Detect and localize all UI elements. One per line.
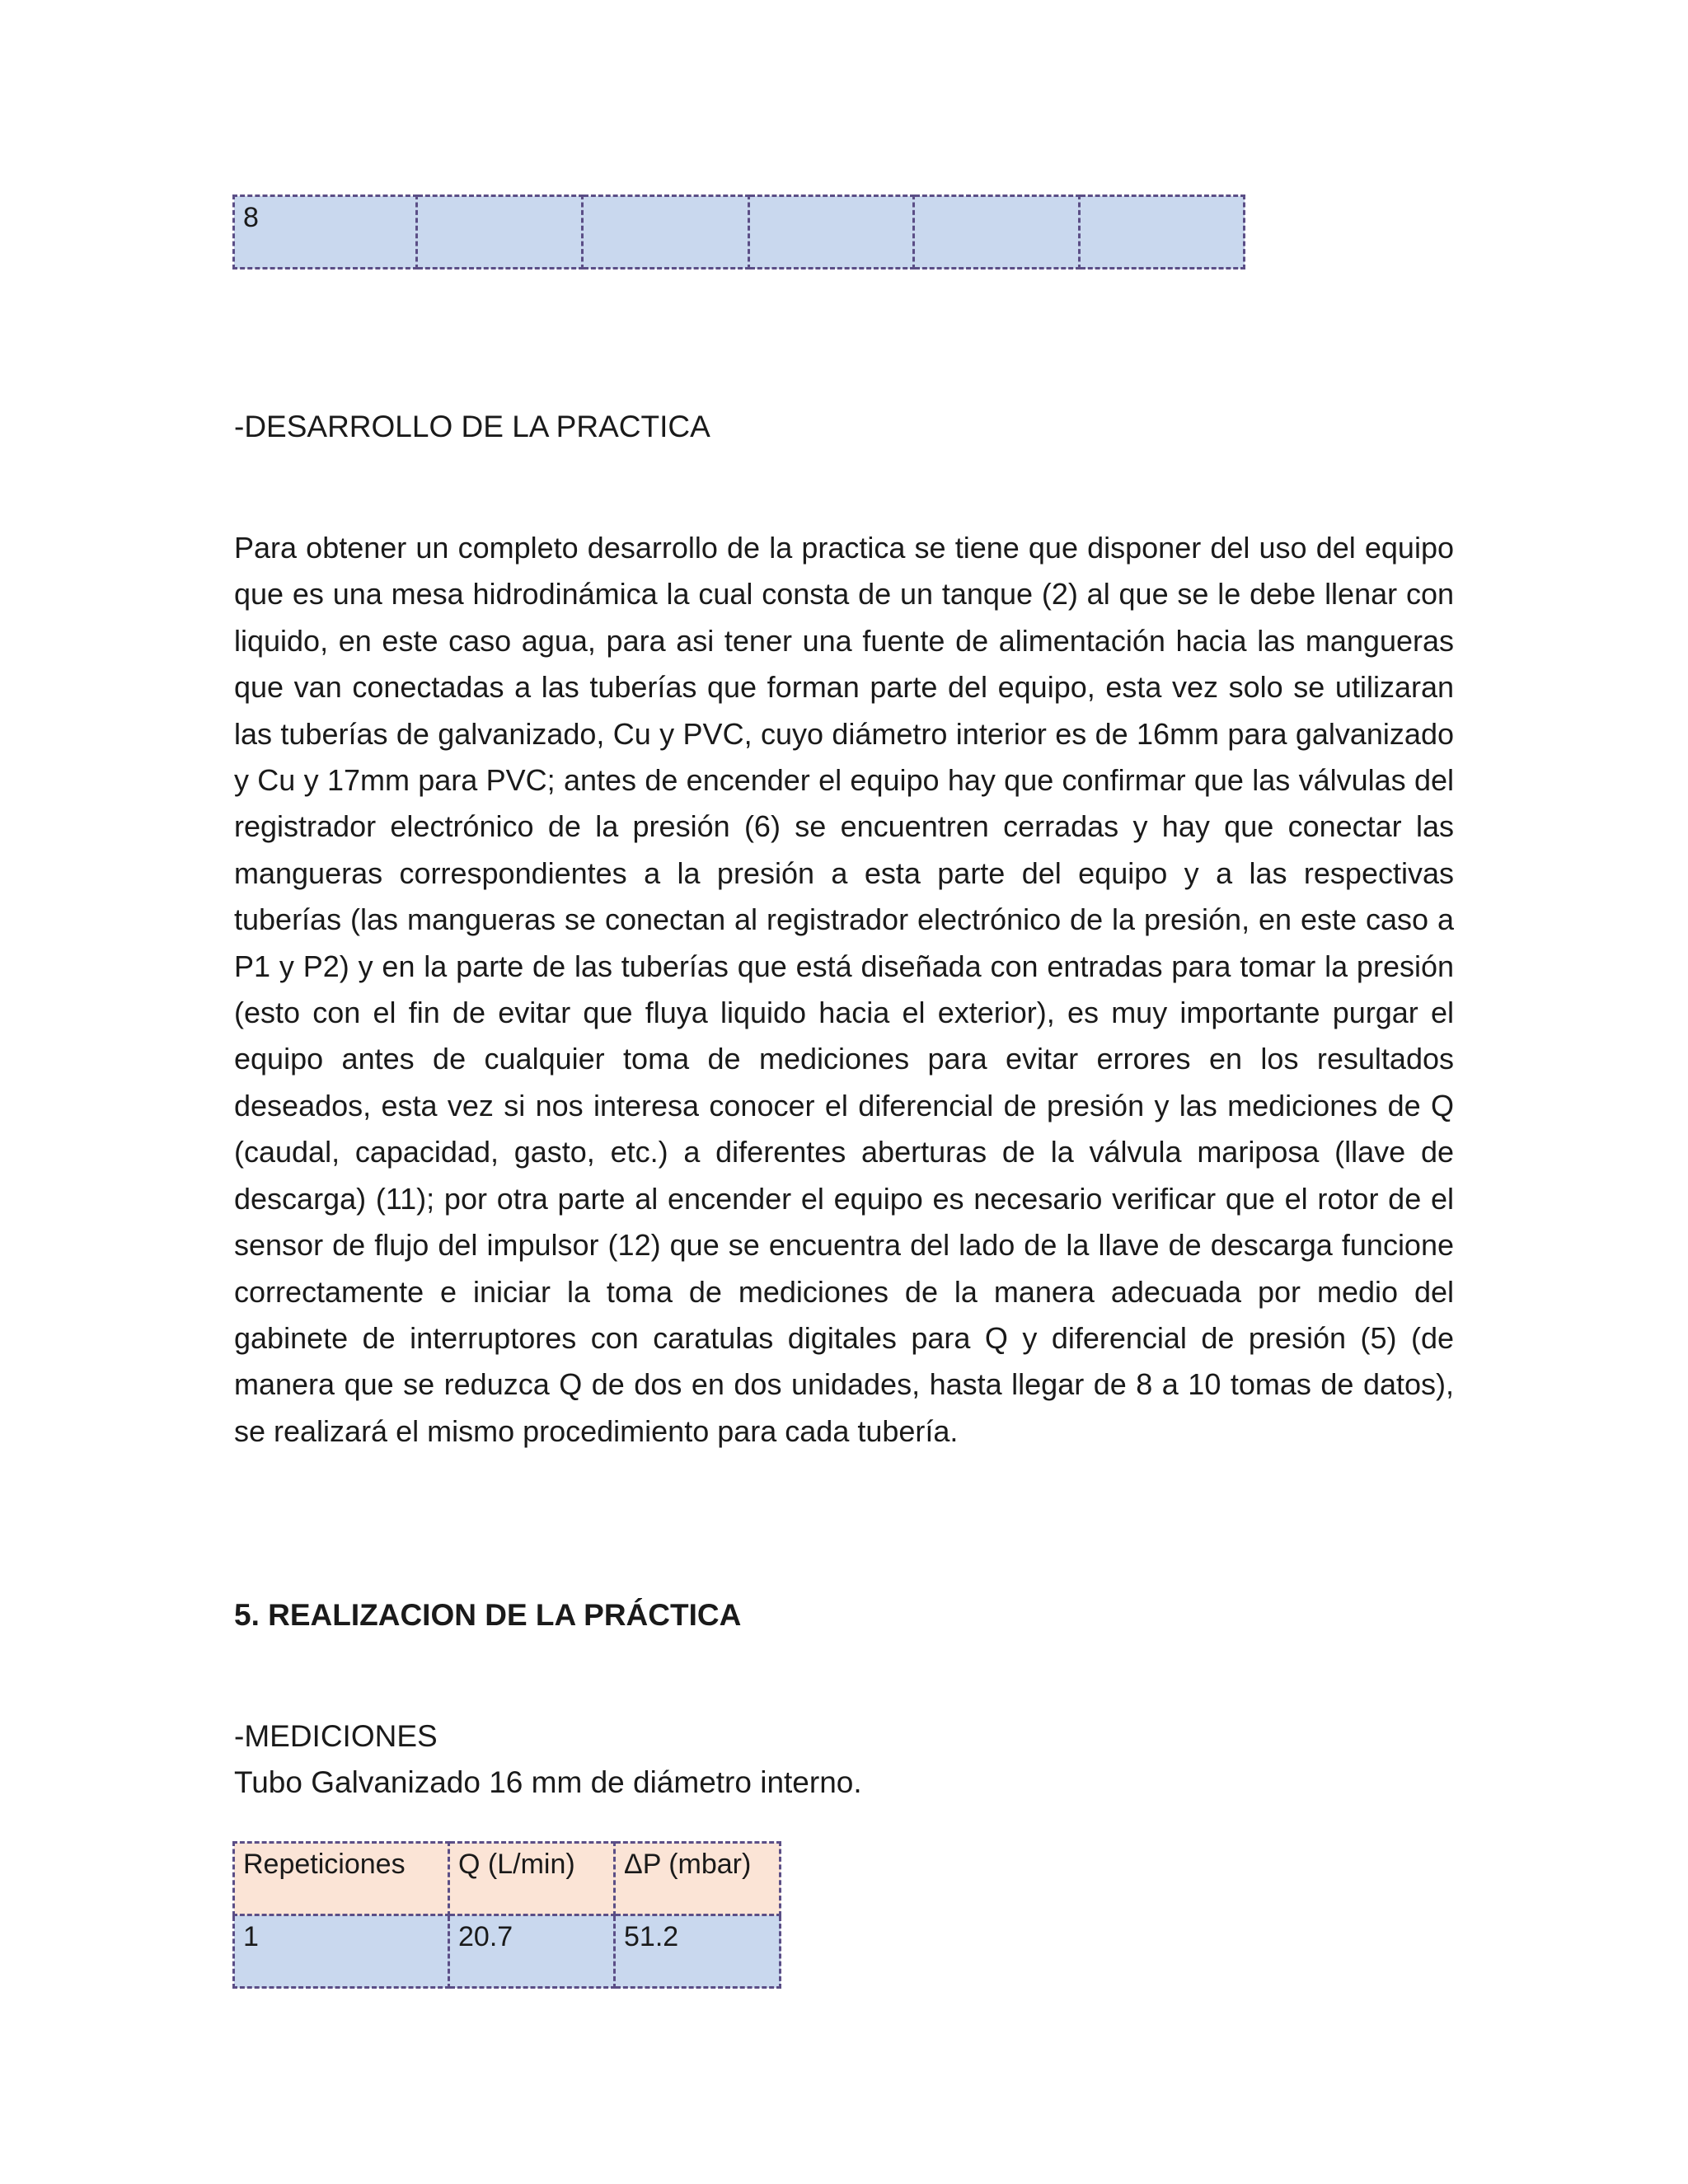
table-cell [583,196,749,269]
table-cell [1080,196,1245,269]
section-heading-realization: 5. REALIZACION DE LA PRÁCTICA [234,1598,742,1632]
section-heading-development: -DESARROLLO DE LA PRACTICA [234,410,710,443]
table-caption: Tubo Galvanizado 16 mm de diámetro interno. [234,1765,862,1799]
table-header-row [234,1843,781,1915]
development-paragraph: Para obtener un completo desarrollo de la practica se tiene que disponer del uso del equipo que es una mesa hidrodinámica la cual consta de un tanque (2) al que se le debe llenar con liquido, en este caso agua, para asi tener una fuente de alimentación hacia las mangueras que van conectadas a las tuberías que forman parte del equipo, esta vez solo se utilizaran las tuberías de galvanizado, Cu y PVC, cuyo diámetro interior es de 16mm para galvanizado y Cu y 17mm para PVC; antes de encender el equipo hay que confirmar que las válvulas del registrador electrónico de la presión (6) se encuentren cerradas y hay que conectar las mangueras correspondientes a la presión a esta parte del equipo y a las respectivas tuberías (las mangueras se conectan al registrador electrónico de la presión, en este caso a P1 y P2) y en la parte de las tuberías que está diseñada con entradas para tomar la presión (esto con el fin de evitar que fluya liquido hacia el exterior), es muy importante purgar el equipo antes de cualquier toma de mediciones para evitar errores en los resultados deseados, esta vez si nos interesa conocer el diferencial de presión y las mediciones de Q (caudal, capacidad, gasto, etc.) a diferentes aberturas de la válvula mariposa (llave de descarga) (11); por otra parte al encender el equipo es necesario verificar que el rotor de el sensor de flujo del impulsor (12) que se encuentra del lado de la llave de descarga funcione correctamente e iniciar la toma de mediciones de la manera adecuada por medio del gabinete de interruptores con caratulas digitales para Q y diferencial de presión (5) (de manera que se reduzca Q de dos en dos unidades, hasta llegar de 8 a 10 tomas de datos), se realizará el mismo procedimiento para cada tubería. [234,531,1454,1448]
table-row [234,196,1245,269]
measurements-table [232,1841,781,1989]
table-cell: 51.2 [615,1915,781,1988]
table-row [234,1915,781,1988]
table-cell [914,196,1080,269]
subheading-measurements: -MEDICIONES [234,1719,438,1753]
column-header: ΔP (mbar) [615,1843,781,1915]
table-cell: 8 [234,196,417,269]
data-table-continued [232,194,1245,269]
table-cell [749,196,914,269]
table-cell: 20.7 [449,1915,615,1988]
table-cell: 1 [234,1915,449,1988]
column-header: Q (L/min) [449,1843,615,1915]
column-header: Repeticiones [234,1843,449,1915]
table-cell [417,196,583,269]
